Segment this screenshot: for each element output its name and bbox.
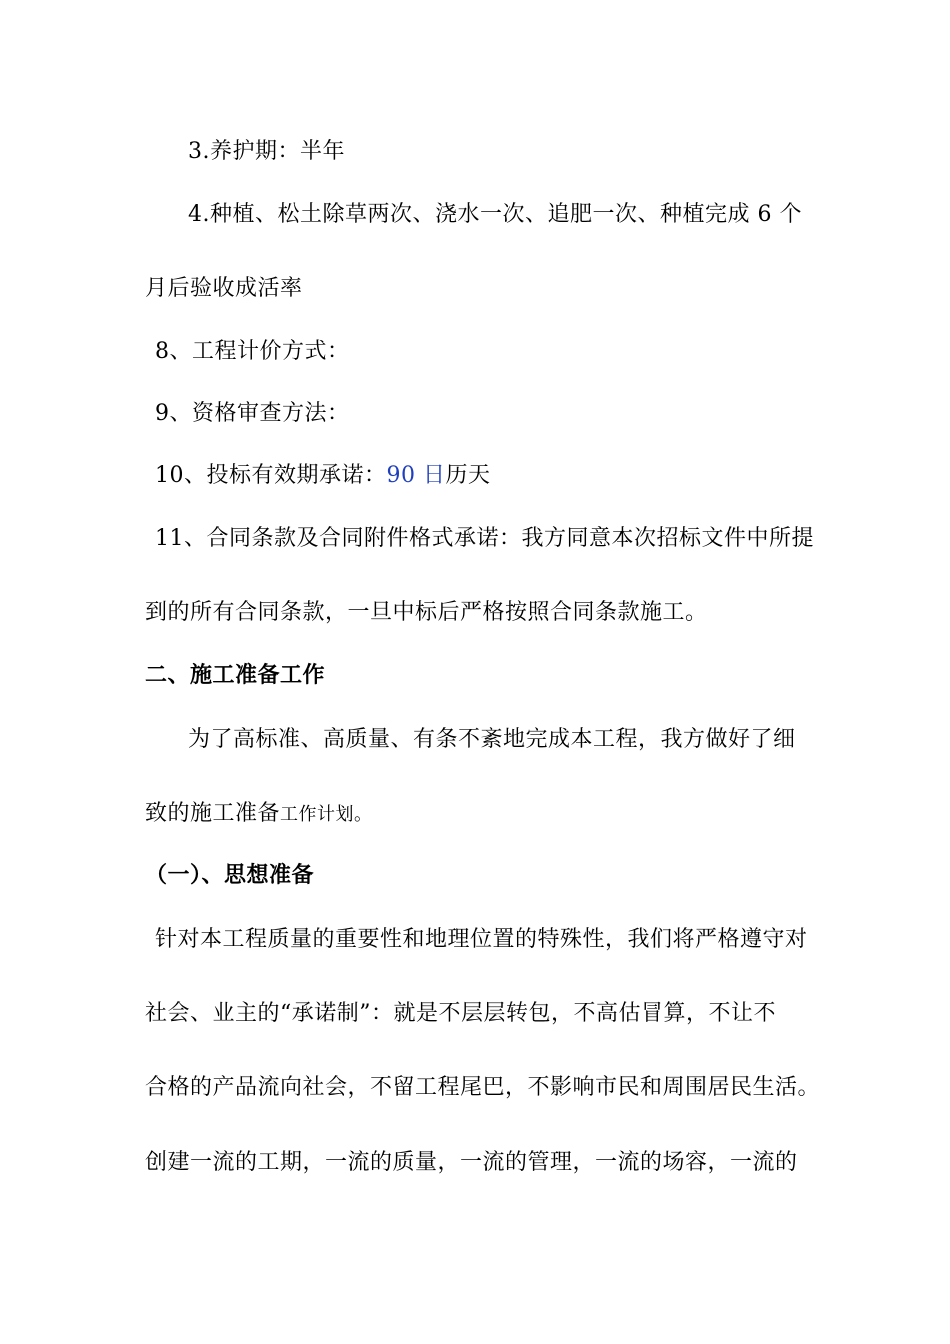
item-maintenance-period: 3.养护期：半年 (188, 139, 345, 164)
item-qualification-review: 9、资格审查方法： (155, 401, 350, 426)
item-contract-terms-cont: 到的所有合同条款，一旦中标后严格按照合同条款施工。 (145, 600, 708, 625)
item-bid-validity (155, 461, 491, 491)
item-contract-terms: 11、合同条款及合同附件格式承诺：我方同意本次招标文件中所提 (155, 526, 814, 551)
item-planting-tasks-cont: 月后验收成活率 (145, 276, 303, 301)
prep-intro-main: 致的施工准备 (145, 801, 281, 826)
bid-validity-label: 10、投标有效期承诺： (155, 463, 387, 488)
bid-validity-days: 90 日 (386, 463, 446, 488)
paragraph-mindset-4: 创建一流的工期，一流的质量，一流的管理，一流的场容，一流的 (145, 1150, 798, 1175)
paragraph-mindset-2: 社会、业主的“承诺制”：就是不层层转包，不高估冒算，不让不 (145, 1001, 776, 1026)
paragraph-prep-intro-cont (145, 799, 373, 830)
subsection-heading-mindset: （一）、思想准备 (145, 863, 315, 888)
paragraph-mindset-1: 针对本工程质量的重要性和地理位置的特殊性，我们将严格遵守对 (155, 927, 808, 952)
bid-validity-unit: 历天 (445, 463, 491, 488)
paragraph-mindset-3: 合格的产品流向社会，不留工程尾巴，不影响市民和周围居民生活。 (145, 1075, 821, 1100)
item-pricing-method: 8、工程计价方式： (155, 339, 350, 364)
paragraph-prep-intro: 为了高标准、高质量、有条不紊地完成本工程，我方做好了细 (188, 727, 796, 752)
item-planting-tasks: 4.种植、松土除草两次、浇水一次、追肥一次、种植完成 6 个 (188, 202, 802, 227)
prep-intro-small: 工作计划。 (280, 804, 373, 825)
section-heading-prep: 二、施工准备工作 (145, 663, 326, 688)
